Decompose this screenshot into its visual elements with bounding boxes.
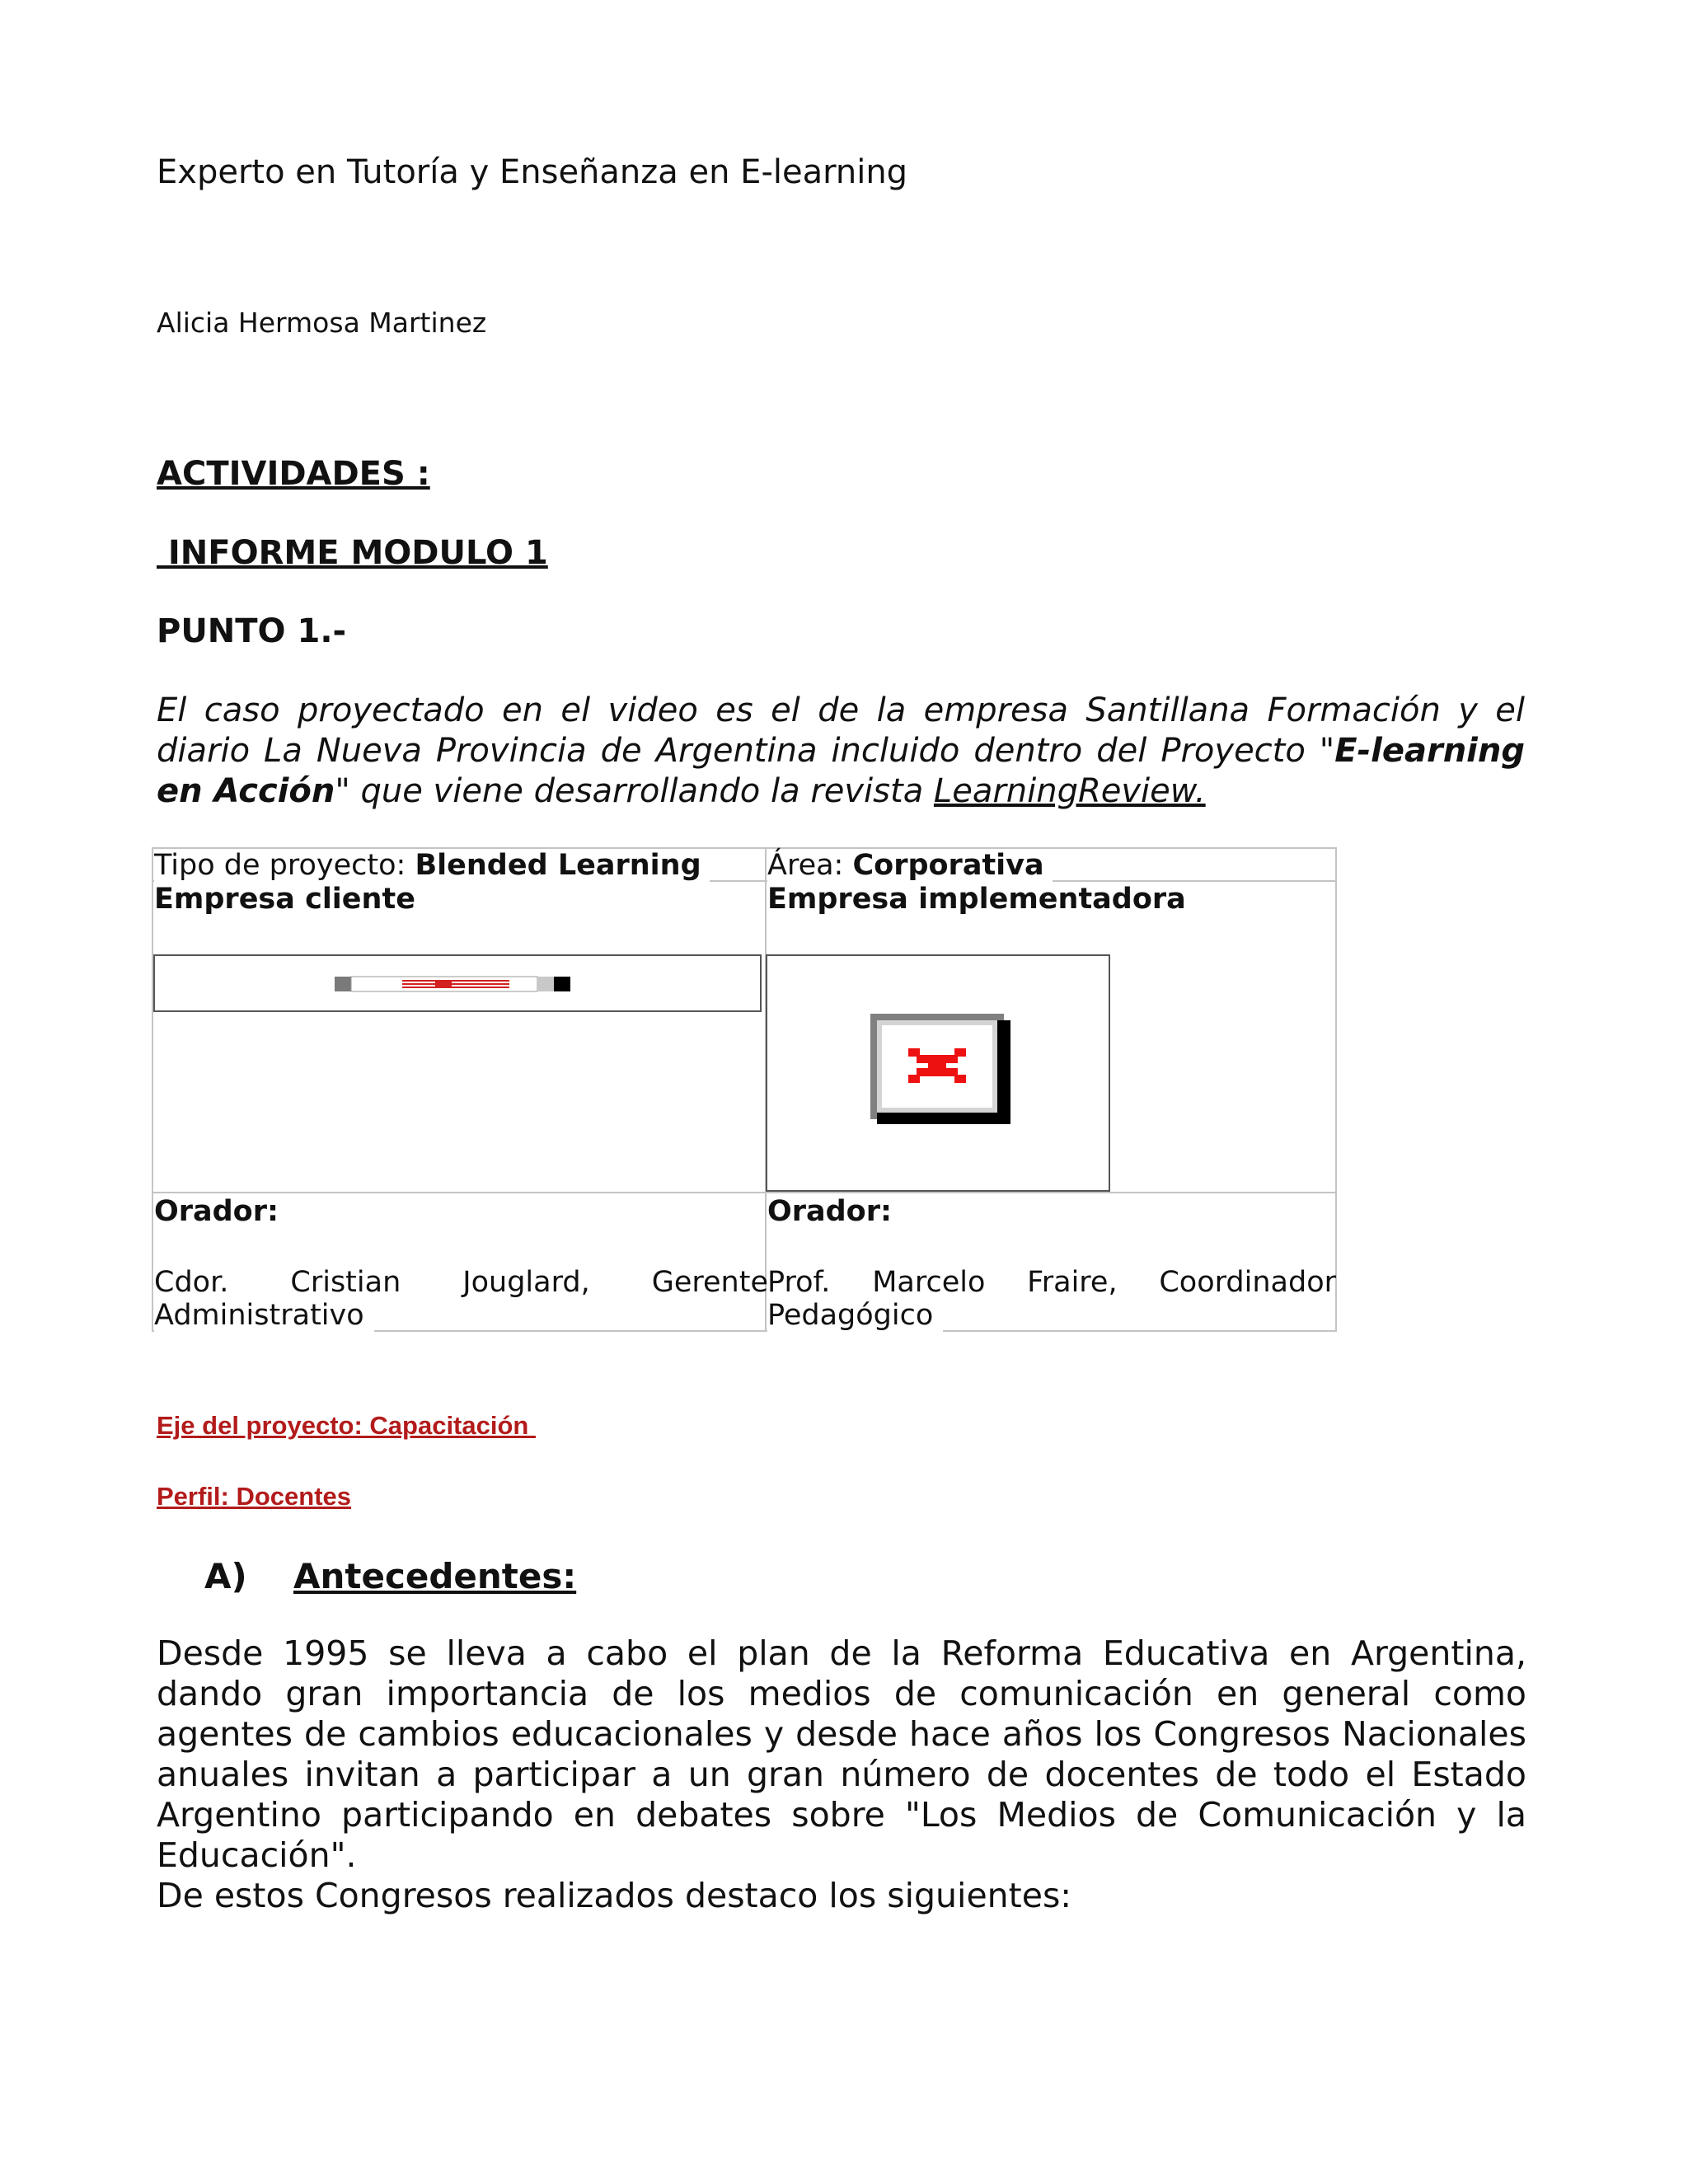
tipo-proyecto-cell bbox=[154, 849, 710, 882]
table-border-row2 bbox=[152, 1192, 1337, 1193]
broken-image-icon bbox=[870, 1014, 1010, 1124]
section-a-title: Antecedentes: bbox=[293, 1556, 577, 1596]
empresa-cliente-label: Empresa cliente bbox=[154, 883, 424, 916]
orador-right-line2: Pedagógico bbox=[767, 1299, 943, 1332]
heading-activities: ACTIVIDADES : bbox=[157, 455, 430, 493]
orador-right-name bbox=[767, 1266, 1336, 1332]
heading-informe: INFORME MODULO 1 bbox=[157, 534, 548, 572]
section-a-heading bbox=[204, 1556, 576, 1596]
intro-text-2: " que viene desarrollando la revista bbox=[335, 772, 934, 810]
intro-paragraph bbox=[157, 691, 1525, 812]
document-title: Experto en Tutoría y Enseñanza en E-learning bbox=[157, 153, 908, 191]
heading-punto: PUNTO 1.- bbox=[157, 612, 347, 650]
area-value: Corporativa bbox=[852, 849, 1044, 882]
area-cell bbox=[767, 849, 1053, 882]
orador-right-label: Orador: bbox=[767, 1195, 900, 1228]
author-name: Alicia Hermosa Martinez bbox=[157, 307, 487, 339]
antecedentes-paragraph: Desde 1995 se lleva a cabo el plan de la Reforma Educativa en Argentina, dando gran importancia de los medios de comunicación en general como agentes de cambios educacionales y desde hace años los Congresos Nacionales anuales invitan a participar a un gran número de docentes de todo el Estado Argentino participando en debates sobre "Los Medios de Comunicación y la Educación". bbox=[157, 1633, 1526, 1875]
section-a-letter: A) bbox=[204, 1556, 247, 1596]
orador-left-line2: Administrativo bbox=[154, 1299, 374, 1332]
broken-image-bar-icon bbox=[155, 956, 760, 1010]
perfil-docentes: Perfil: Docentes bbox=[157, 1482, 352, 1511]
orador-left-name bbox=[154, 1266, 768, 1332]
intro-bold-text: E-learning en Acción bbox=[157, 732, 1525, 810]
orador-left-label: Orador: bbox=[154, 1195, 287, 1228]
tipo-proyecto-label: Tipo de proyecto: bbox=[154, 849, 415, 882]
empresa-implementadora-image bbox=[766, 954, 1110, 1192]
table-border-left bbox=[152, 847, 153, 1332]
tipo-proyecto-value: Blended Learning bbox=[415, 849, 701, 882]
table-border-right bbox=[1335, 847, 1337, 1332]
eje-proyecto: Eje del proyecto: Capacitación bbox=[157, 1411, 536, 1440]
empresa-cliente-image bbox=[153, 954, 762, 1012]
area-label: Área: bbox=[767, 849, 853, 882]
empresa-implementadora-label: Empresa implementadora bbox=[767, 883, 1194, 916]
congresos-paragraph: De estos Congresos realizados destaco los siguientes: bbox=[157, 1876, 1072, 1915]
learningreview-link[interactable]: LearningReview. bbox=[933, 772, 1206, 810]
orador-right-line1: Prof. Marcelo Fraire, Coordinador bbox=[767, 1266, 1336, 1299]
intro-text-1: El caso proyectado en el video es el de la empresa Santillana Formación y el diario La Nueva Provincia de Argentina incluido dentro del Proyecto " bbox=[157, 691, 1525, 770]
orador-left-line1: Cdor. Cristian Jouglard, Gerente bbox=[154, 1266, 768, 1299]
